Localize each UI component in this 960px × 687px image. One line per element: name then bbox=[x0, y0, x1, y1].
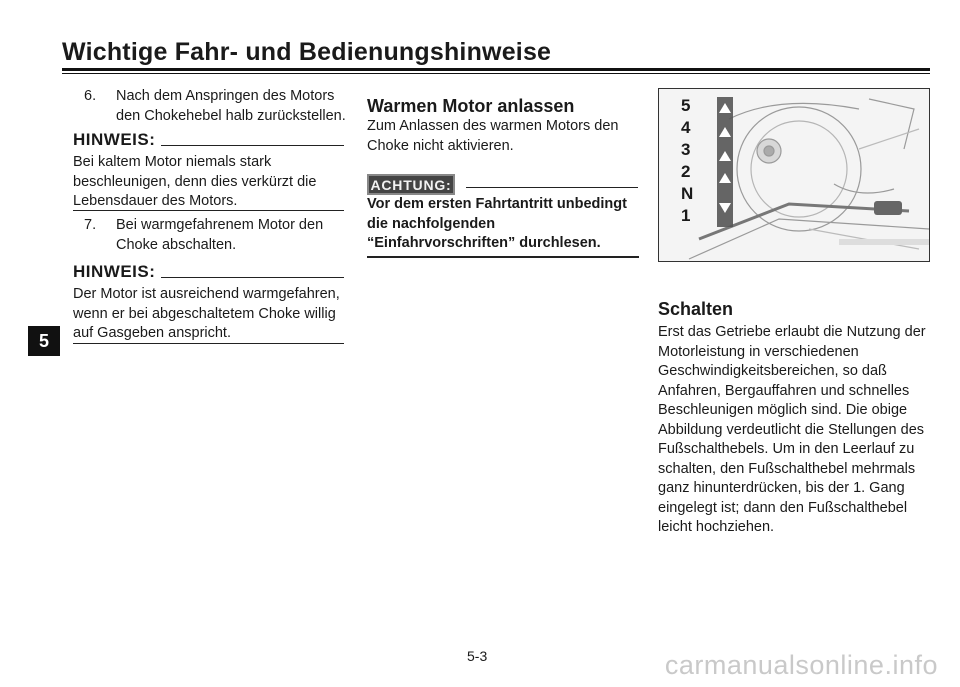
note-header-rule bbox=[161, 145, 344, 146]
note-label: HINWEIS: bbox=[73, 130, 156, 149]
note-label: HINWEIS: bbox=[73, 262, 156, 281]
note-2-header bbox=[73, 262, 344, 282]
note-1-text: Bei kaltem Motor niemals stark beschleunigen, denn dies verkürzt die Lebensdauer des Motors. bbox=[73, 154, 317, 209]
gear-labels bbox=[681, 95, 693, 227]
note-2-rule bbox=[73, 343, 344, 344]
page-number: 5-3 bbox=[467, 648, 488, 664]
note-1-header bbox=[73, 130, 344, 150]
shifting-text: Erst das Getriebe erlaubt die Nutzung der Motorleistung in verschiedenen Geschwindigkeitsbereichen, so daß Anfahren, Bergauffahren und schnelles Beschleunigen möglich sind. Die obige Abbildung verdeutlicht die Stellungen des Fußschalthebels. Um in den Leerlauf zu schalten, den Fußschalthebel mehrmals ganz hinunterdrücken, bis der 1. Gang eingelegt ist; dann den Fußschalthebel leicht hochziehen. bbox=[658, 324, 926, 535]
page-title: Wichtige Fahr- und Bedienungshinweise bbox=[62, 38, 552, 66]
step-number: 7. bbox=[84, 217, 97, 233]
gear-label-4: 4 bbox=[681, 118, 691, 137]
warning-header-rule bbox=[466, 187, 638, 188]
warning-rule bbox=[367, 256, 639, 258]
note-header-rule bbox=[161, 277, 344, 278]
gear-label-n: N bbox=[681, 184, 694, 203]
watermark: carmanualsonline.info bbox=[664, 650, 938, 680]
step-text: Nach dem Anspringen des Motors den Chokehebel halb zurückstellen. bbox=[116, 88, 346, 124]
chapter-tab: 5 bbox=[28, 326, 60, 356]
note-2-text: Der Motor ist ausreichend warmgefahren, wenn er bei abgeschaltetem Choke willig auf Gasgeben anspricht. bbox=[73, 286, 340, 341]
step-7 bbox=[84, 216, 346, 255]
gear-shift-illustration bbox=[659, 89, 930, 262]
gear-label-2: 2 bbox=[681, 162, 691, 181]
gear-label-3: 3 bbox=[681, 140, 691, 159]
step-text: Bei warmgefahrenem Motor den Choke abschalten. bbox=[116, 217, 324, 253]
title-rule-thin bbox=[62, 73, 930, 74]
section-heading-warm-start: Warmen Motor anlassen bbox=[367, 96, 575, 116]
title-rule bbox=[62, 68, 930, 71]
warm-start-text: Zum Anlassen des warmen Motors den Choke nicht aktivieren. bbox=[367, 118, 619, 154]
warning-text: Vor dem ersten Fahrtantritt unbedingt die nachfolgenden “Einfahrvorschriften” durchlesen. bbox=[367, 196, 627, 251]
gear-shift-figure bbox=[658, 88, 930, 262]
warning-label: ACHTUNG: bbox=[367, 174, 455, 195]
gear-label-5: 5 bbox=[681, 96, 691, 115]
step-number: 6. bbox=[84, 88, 97, 104]
section-heading-shifting: Schalten bbox=[658, 299, 734, 319]
gear-label-1: 1 bbox=[681, 206, 691, 225]
step-6 bbox=[84, 87, 346, 126]
note-1-rule bbox=[73, 210, 344, 211]
